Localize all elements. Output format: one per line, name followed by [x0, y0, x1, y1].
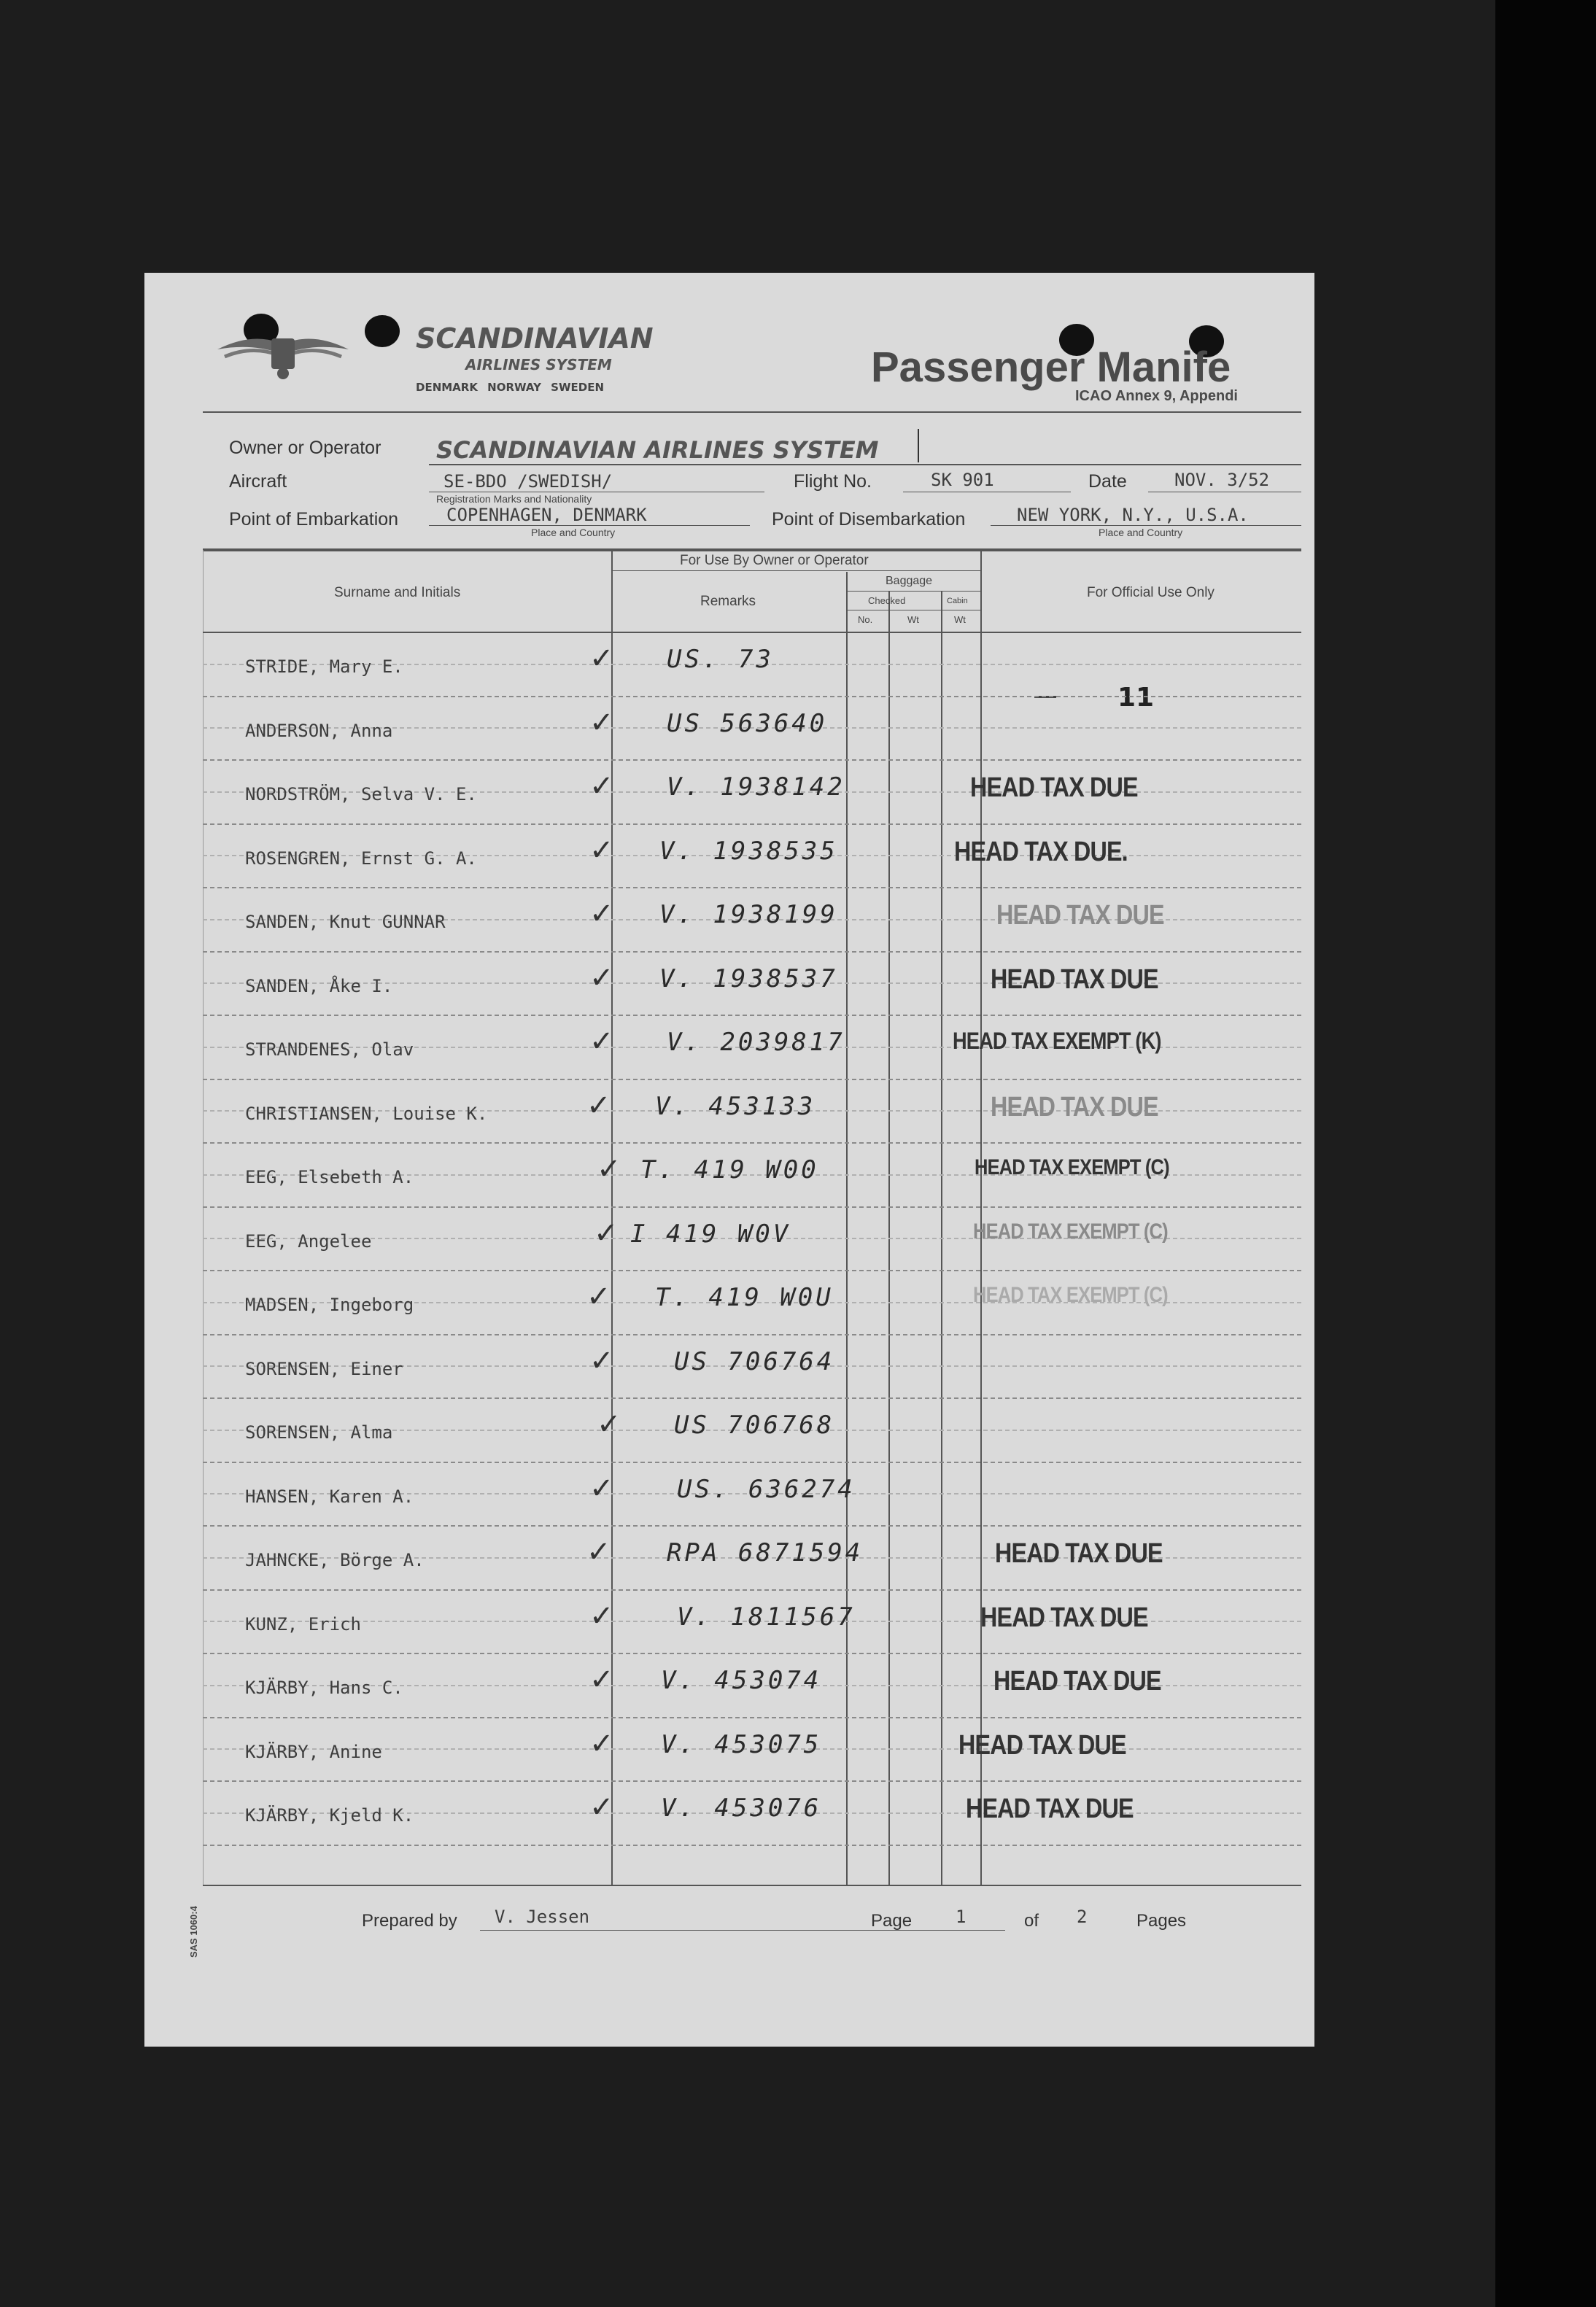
row-rule [203, 1270, 1301, 1271]
flight-label: Flight No. [794, 471, 872, 492]
punch-hole [365, 315, 400, 347]
row-rule [203, 1079, 1301, 1080]
passenger-remark: US. 636274 [677, 1474, 856, 1504]
owner-underline [429, 464, 1301, 465]
passenger-name: NORDSTRÖM, Selva V. E. [245, 784, 477, 804]
passenger-name: STRANDENES, Olav [245, 1039, 414, 1060]
col-baggage-header: Baggage [886, 575, 933, 587]
official-stamp: HEAD TAX DUE [991, 1091, 1158, 1123]
passenger-remark: US 563640 [667, 708, 828, 738]
row-rule [203, 1206, 1301, 1208]
date-value: NOV. 3/52 [1174, 470, 1270, 490]
table-header-bottom [203, 632, 1301, 633]
checkmark-icon: ✓ [589, 1344, 614, 1378]
official-stamp: HEAD TAX DUE [991, 963, 1158, 995]
checkmark-icon: ✓ [589, 1791, 614, 1824]
official-stamp: HEAD TAX EXEMPT (C) [973, 1219, 1168, 1244]
official-count: 11 [1117, 683, 1155, 713]
passenger-name: STRIDE, Mary E. [245, 656, 403, 677]
passenger-remark: V. 453074 [661, 1666, 822, 1695]
flight-value: SK 901 [931, 470, 994, 490]
passenger-remark: V. 453075 [661, 1729, 822, 1759]
owner-label: Owner or Operator [229, 438, 381, 458]
row-rule [203, 1334, 1301, 1335]
official-stamp: HEAD TAX DUE [993, 1666, 1161, 1697]
official-stamp: HEAD TAX DUE. [954, 836, 1128, 867]
row-rule [203, 951, 1301, 953]
checkmark-icon: ✓ [594, 1216, 619, 1250]
official-stamp: HEAD TAX EXEMPT (C) [975, 1155, 1169, 1179]
row-rule [203, 696, 1301, 697]
owner-value: SCANDINAVIAN AIRLINES SYSTEM [436, 436, 879, 464]
col-no-header: No. [858, 614, 873, 625]
row-rule [203, 1653, 1301, 1654]
checkmark-icon: ✓ [586, 1088, 611, 1123]
aircraft-label: Aircraft [229, 471, 287, 492]
passenger-remark: US. 73 [667, 645, 774, 674]
row-rule [203, 823, 1301, 825]
prepared-underline [480, 1930, 1005, 1931]
checkmark-icon: ✓ [589, 1599, 614, 1633]
page-value: 1 [956, 1907, 966, 1927]
col-checked-header: Checked [868, 595, 906, 606]
airline-name-sub: AIRLINES SYSTEM [465, 356, 612, 373]
passenger-remark: V. 1938142 [667, 772, 845, 802]
passenger-remark: T. 419 W0U [655, 1283, 834, 1312]
checkmark-icon: ✓ [589, 1726, 614, 1761]
passenger-remark: RPA 6871594 [667, 1538, 864, 1567]
pages-value: 2 [1077, 1907, 1088, 1927]
form-code: SAS 1060:4 [188, 1906, 199, 1958]
table-header-rule [846, 591, 980, 592]
airline-countries: DENMARK NORWAY SWEDEN [416, 381, 605, 394]
passenger-remark: V. 2039817 [667, 1028, 845, 1057]
checkmark-icon: ✓ [589, 769, 614, 803]
aircraft-caption: Registration Marks and Nationality [436, 493, 592, 505]
row-rule [203, 1015, 1301, 1016]
airline-name: SCANDINAVIAN [416, 322, 654, 354]
row-rule [203, 1462, 1301, 1463]
pen-mark [918, 429, 919, 462]
official-stamp: HEAD TAX DUE [995, 1538, 1163, 1569]
checkmark-icon: ✓ [597, 1408, 621, 1441]
manifest-sheet [144, 273, 1314, 2047]
col-official-header: For Official Use Only [1087, 585, 1215, 600]
passenger-name: KJÄRBY, Kjeld K. [245, 1805, 414, 1826]
official-stamp: HEAD TAX EXEMPT (C) [973, 1283, 1168, 1307]
passenger-name: EEG, Angelee [245, 1230, 372, 1252]
scan-border-right [1495, 0, 1596, 2307]
pages-label: Pages [1136, 1911, 1187, 1931]
checkmark-icon: ✓ [589, 961, 614, 995]
checkmark-icon: ✓ [589, 897, 614, 931]
checkmark-icon: ✓ [589, 833, 614, 867]
table-divider [846, 572, 848, 1885]
disembark-underline [991, 525, 1301, 526]
col-surname-header: Surname and Initials [334, 585, 461, 600]
passenger-remark: V. 1938199 [659, 900, 838, 929]
checkmark-icon: ✓ [589, 1025, 614, 1058]
aircraft-value: SE-BDO /SWEDISH/ [443, 471, 613, 492]
passenger-name: KUNZ, Erich [245, 1613, 361, 1635]
row-rule [203, 1589, 1301, 1591]
official-stamp: HEAD TAX DUE [966, 1794, 1134, 1824]
col-wt-header: Wt [907, 614, 919, 625]
checkmark-icon: ✓ [597, 1152, 621, 1186]
disembark-label: Point of Disembarkation [772, 509, 966, 530]
official-stamp: HEAD TAX DUE [996, 900, 1164, 931]
checkmark-icon: ✓ [589, 1663, 614, 1697]
passenger-name: EEG, Elsebeth A. [245, 1167, 414, 1187]
official-stamp: HEAD TAX DUE [980, 1602, 1148, 1633]
header-rule [203, 411, 1301, 413]
embark-caption: Place and Country [531, 527, 616, 538]
table-header-rule [611, 570, 980, 571]
passenger-name: ROSENGREN, Ernst G. A. [245, 848, 477, 869]
embark-label: Point of Embarkation [229, 509, 399, 530]
document-title: Passenger Manife [871, 344, 1231, 391]
passenger-remark: T. 419 W00 [640, 1155, 819, 1184]
passenger-name: CHRISTIANSEN, Louise K. [245, 1103, 488, 1124]
passenger-name: KJÄRBY, Hans C. [245, 1678, 403, 1698]
official-stamp: HEAD TAX DUE [970, 772, 1138, 803]
checkmark-icon: ✓ [586, 1280, 611, 1314]
table-bottom-rule [203, 1885, 1301, 1886]
passenger-name: SANDEN, Åke I. [245, 975, 393, 996]
passenger-name: KJÄRBY, Anine [245, 1741, 382, 1762]
passenger-remark: V. 453076 [661, 1794, 822, 1823]
passenger-remark: V. 1938535 [659, 836, 838, 866]
col-cabin-header: Cabin [947, 597, 968, 605]
row-rule [203, 759, 1301, 761]
passenger-name: ANDERSON, Anna [245, 720, 393, 741]
row-rule [203, 1717, 1301, 1718]
passenger-remark: V. 1811567 [677, 1602, 856, 1632]
embark-value: COPENHAGEN, DENMARK [446, 505, 647, 525]
row-rule [203, 1780, 1301, 1782]
row-rule [203, 1142, 1301, 1144]
col-wt2-header: Wt [954, 614, 966, 625]
disembark-value: NEW YORK, N.Y., U.S.A. [1017, 505, 1249, 525]
checkmark-icon: ✓ [589, 705, 614, 740]
passenger-name: JAHNCKE, Börge A. [245, 1550, 425, 1570]
passenger-name: MADSEN, Ingeborg [245, 1295, 414, 1315]
date-label: Date [1088, 471, 1127, 492]
airline-logo-icon [210, 317, 356, 382]
col-remarks-header: Remarks [700, 594, 756, 609]
row-rule [203, 887, 1301, 888]
document-subtitle: ICAO Annex 9, Appendi [1075, 388, 1238, 404]
page-label: Page [871, 1911, 913, 1931]
embark-underline [429, 525, 750, 526]
table-top-rule [203, 548, 1301, 551]
passenger-name: HANSEN, Karen A. [245, 1486, 414, 1507]
prepared-value: V. Jessen [495, 1907, 590, 1927]
checkmark-icon: ✓ [589, 642, 614, 675]
passenger-remark: US 706768 [674, 1411, 835, 1440]
disembark-caption: Place and Country [1099, 527, 1183, 538]
of-label: of [1024, 1911, 1039, 1931]
passenger-remark: V. 1938537 [659, 963, 838, 993]
col-owner-group-header: For Use By Owner or Operator [680, 553, 869, 568]
passenger-remark: I 419 W0V [630, 1219, 791, 1249]
official-stamp: HEAD TAX DUE [958, 1729, 1126, 1761]
prepared-label: Prepared by [362, 1911, 457, 1931]
passenger-name: SANDEN, Knut GUNNAR [245, 912, 446, 932]
passenger-remark: US 706764 [674, 1346, 835, 1376]
row-rule [203, 1525, 1301, 1527]
official-stamp: HEAD TAX EXEMPT (K) [953, 1028, 1161, 1054]
passenger-remark: V. 453133 [655, 1091, 816, 1121]
checkmark-icon: ✓ [586, 1535, 611, 1569]
row-rule [203, 1845, 1301, 1846]
checkmark-icon: ✓ [589, 1471, 614, 1505]
row-rule [203, 1397, 1301, 1399]
passenger-name: SORENSEN, Alma [245, 1422, 393, 1443]
passenger-name: SORENSEN, Einer [245, 1358, 403, 1379]
